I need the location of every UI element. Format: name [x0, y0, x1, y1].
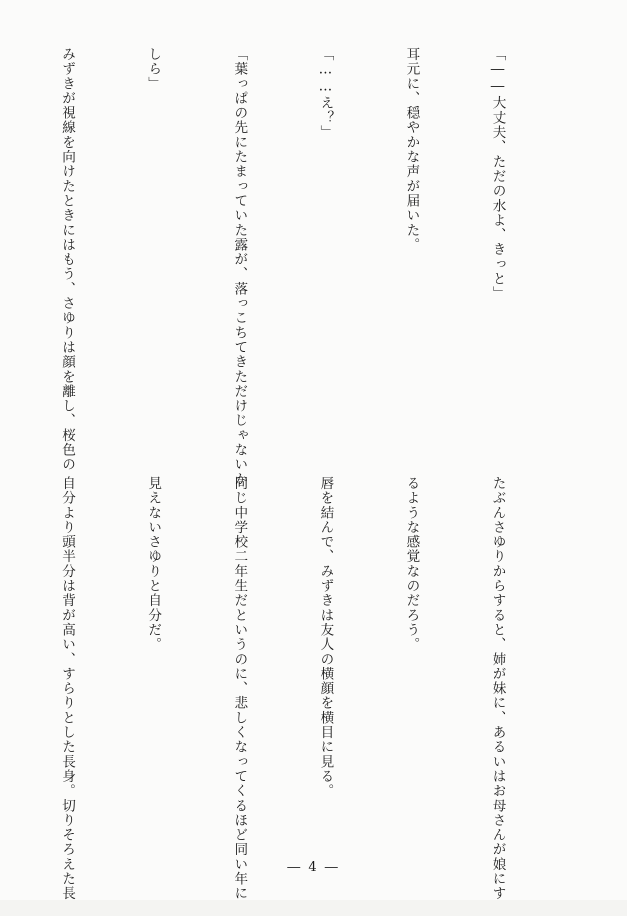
text-line: るような感覚なのだろう。 — [403, 476, 420, 652]
upper-text-block — [0, 47, 569, 487]
text-line: みずきが視線を向けたときにはもう、さゆりは顔を離し、桜色の — [59, 47, 76, 472]
text-line: しら」 — [145, 47, 162, 91]
text-line: 同じ中学校二年生だというのに、悲しくなってくるほど同い年に — [231, 476, 248, 901]
text-line: たぶんさゆりからすると、姉が妹に、あるいはお母さんが娘にす — [489, 476, 506, 901]
text-line: 「葉っぱの先にたまっていた露が、落っこちてきただけじゃないか — [231, 47, 248, 487]
text-line: 「……え？」 — [317, 47, 334, 140]
page-number: ― 4 ― — [287, 860, 340, 875]
text-line: 耳元に、穏やかな声が届いた。 — [403, 47, 420, 253]
text-line: 「――大丈夫、ただの水よ、きっと」 — [489, 47, 506, 301]
text-line: 自分より頭半分は背が高い、すらりとした長身。切りそろえた長 — [59, 476, 76, 901]
lower-text-block — [0, 476, 569, 901]
text-line: 唇を結んで、みずきは友人の横顔を横目に見る。 — [317, 476, 334, 799]
text-line: 見えないさゆりと自分だ。 — [145, 476, 162, 652]
